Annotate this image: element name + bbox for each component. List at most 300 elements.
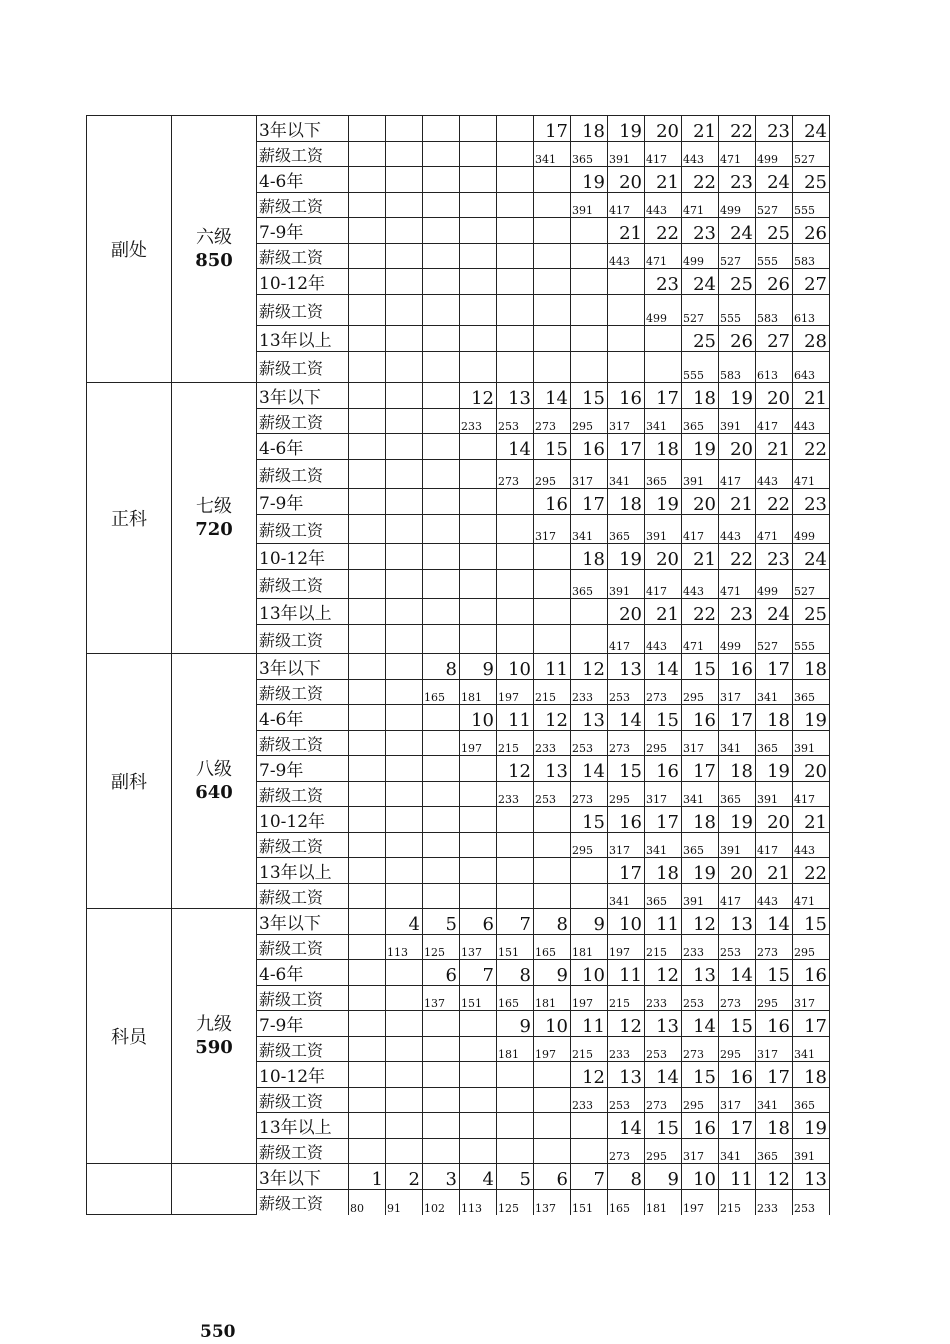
tenure-label: 10-12年 [257, 1062, 349, 1088]
grade-step-cell: 9 [534, 960, 571, 986]
grade-step-cell: 12 [756, 1164, 793, 1190]
grade-step-cell: 18 [793, 654, 830, 680]
wage-cell: 113 [386, 935, 423, 960]
wage-cell: 273 [719, 986, 756, 1011]
grade-step-cell [349, 1011, 386, 1037]
wage-cell [497, 352, 534, 383]
grade-step-cell: 15 [571, 807, 608, 833]
wage-cell: 253 [497, 409, 534, 434]
wage-cell [349, 1088, 386, 1113]
wage-cell [349, 142, 386, 167]
grade-step-cell: 13 [719, 909, 756, 935]
wage-cell: 102 [423, 1190, 460, 1215]
wage-cell: 471 [682, 625, 719, 654]
wage-cell: 233 [534, 731, 571, 756]
grade-step-cell: 10 [682, 1164, 719, 1190]
wage-cell [423, 570, 460, 599]
grade-step-cell: 22 [793, 858, 830, 884]
grade-step-cell [349, 383, 386, 409]
grade-step-cell: 14 [608, 705, 645, 731]
grade-step-cell: 19 [719, 383, 756, 409]
wage-cell: 317 [756, 1037, 793, 1062]
wage-cell: 391 [793, 731, 830, 756]
wage-cell: 273 [571, 782, 608, 807]
grade-step-cell: 22 [682, 167, 719, 193]
wage-cell: 317 [534, 515, 571, 544]
grade-step-cell [349, 756, 386, 782]
grade-step-cell [386, 434, 423, 460]
grade-step-cell: 24 [793, 116, 830, 142]
wage-cell: 165 [608, 1190, 645, 1215]
grade-step-cell: 11 [608, 960, 645, 986]
wage-cell: 365 [608, 515, 645, 544]
grade-step-cell: 18 [571, 116, 608, 142]
grade-step-cell: 16 [793, 960, 830, 986]
wage-cell: 253 [534, 782, 571, 807]
wage-cell: 253 [645, 1037, 682, 1062]
wage-cell: 365 [793, 1088, 830, 1113]
wage-cell [460, 244, 497, 269]
grade-step-cell [423, 167, 460, 193]
wage-cell: 555 [793, 193, 830, 218]
grade-step-cell: 23 [793, 489, 830, 515]
wage-cell: 417 [608, 193, 645, 218]
salary-label: 薪级工资 [257, 1190, 349, 1215]
wage-cell: 91 [386, 1190, 423, 1215]
grade-step-cell: 14 [534, 383, 571, 409]
grade-step-cell: 17 [645, 807, 682, 833]
wage-cell: 443 [682, 142, 719, 167]
wage-cell: 527 [682, 295, 719, 326]
grade-step-cell: 18 [645, 434, 682, 460]
grade-step-cell: 7 [497, 909, 534, 935]
salary-sheet [86, 115, 827, 1215]
wage-cell: 273 [645, 1088, 682, 1113]
wage-cell [386, 142, 423, 167]
wage-cell [386, 515, 423, 544]
grade-step-cell: 12 [571, 1062, 608, 1088]
wage-cell [386, 409, 423, 434]
grade-step-cell: 17 [756, 654, 793, 680]
wage-cell: 233 [756, 1190, 793, 1215]
wage-cell: 233 [460, 409, 497, 434]
wage-cell [460, 625, 497, 654]
grade-step-cell [423, 326, 460, 352]
grade-step-cell: 22 [682, 599, 719, 625]
rank-cell: 科员 [87, 909, 172, 1164]
wage-cell: 499 [719, 193, 756, 218]
wage-cell: 317 [793, 986, 830, 1011]
wage-cell [534, 884, 571, 909]
salary-table [86, 115, 830, 1215]
grade-step-cell: 11 [571, 1011, 608, 1037]
tenure-label: 4-6年 [257, 434, 349, 460]
grade-step-cell: 14 [682, 1011, 719, 1037]
grade-step-cell [497, 489, 534, 515]
level-base-salary: 720 [195, 519, 233, 540]
grade-step-cell: 26 [756, 269, 793, 295]
grade-step-cell: 9 [497, 1011, 534, 1037]
grade-step-cell: 18 [719, 756, 756, 782]
wage-cell: 233 [571, 1088, 608, 1113]
wage-cell [349, 460, 386, 489]
grade-step-cell [386, 705, 423, 731]
grade-step-cell: 10 [534, 1011, 571, 1037]
grade-step-cell [460, 489, 497, 515]
wage-cell: 417 [645, 570, 682, 599]
salary-label: 薪级工资 [257, 244, 349, 269]
wage-cell [497, 625, 534, 654]
grade-step-cell: 6 [534, 1164, 571, 1190]
wage-cell [497, 884, 534, 909]
tenure-label: 7-9年 [257, 756, 349, 782]
wage-cell [386, 352, 423, 383]
wage-cell [423, 142, 460, 167]
tenure-label: 3年以下 [257, 116, 349, 142]
grade-step-cell [349, 1062, 386, 1088]
grade-step-cell: 15 [756, 960, 793, 986]
level-base-salary: 850 [195, 250, 233, 271]
wage-cell [386, 782, 423, 807]
salary-label: 薪级工资 [257, 295, 349, 326]
grade-step-cell: 20 [756, 383, 793, 409]
grade-step-cell: 14 [756, 909, 793, 935]
grade-step-cell [460, 807, 497, 833]
level-base-salary: 640 [195, 782, 233, 803]
wage-cell [349, 409, 386, 434]
wage-cell [534, 625, 571, 654]
wage-cell: 391 [608, 142, 645, 167]
grade-step-cell [497, 1062, 534, 1088]
wage-cell: 341 [682, 782, 719, 807]
wage-cell [497, 295, 534, 326]
wage-cell [349, 986, 386, 1011]
wage-cell: 341 [608, 460, 645, 489]
grade-step-cell [386, 1113, 423, 1139]
wage-cell: 365 [645, 884, 682, 909]
grade-step-cell: 20 [608, 167, 645, 193]
wage-cell: 125 [423, 935, 460, 960]
grade-step-cell [460, 858, 497, 884]
grade-step-cell: 13 [608, 1062, 645, 1088]
wage-cell [534, 1088, 571, 1113]
grade-step-cell: 22 [719, 116, 756, 142]
grade-step-cell [386, 960, 423, 986]
grade-step-cell [460, 167, 497, 193]
wage-cell [460, 833, 497, 858]
grade-step-cell: 19 [608, 116, 645, 142]
grade-step-cell: 23 [719, 167, 756, 193]
grade-step-cell [423, 116, 460, 142]
wage-cell: 391 [682, 460, 719, 489]
grade-step-cell [349, 326, 386, 352]
grade-step-cell: 15 [682, 654, 719, 680]
wage-cell: 527 [793, 570, 830, 599]
wage-cell: 365 [793, 680, 830, 705]
grade-step-cell: 12 [645, 960, 682, 986]
step-row [87, 1164, 830, 1190]
grade-step-cell: 23 [719, 599, 756, 625]
grade-step-cell: 22 [793, 434, 830, 460]
wage-cell: 443 [719, 515, 756, 544]
grade-step-cell [349, 1113, 386, 1139]
grade-step-cell: 16 [719, 654, 756, 680]
grade-step-cell: 4 [386, 909, 423, 935]
wage-cell [534, 833, 571, 858]
grade-step-cell: 16 [534, 489, 571, 515]
grade-step-cell: 5 [497, 1164, 534, 1190]
grade-step-cell [497, 858, 534, 884]
wage-cell: 233 [645, 986, 682, 1011]
grade-step-cell [386, 489, 423, 515]
grade-step-cell [608, 269, 645, 295]
grade-step-cell: 25 [719, 269, 756, 295]
grade-step-cell [534, 1113, 571, 1139]
grade-step-cell: 4 [460, 1164, 497, 1190]
grade-step-cell [423, 858, 460, 884]
grade-step-cell [386, 1062, 423, 1088]
grade-step-cell [349, 858, 386, 884]
wage-cell: 391 [719, 409, 756, 434]
grade-step-cell: 14 [645, 1062, 682, 1088]
grade-step-cell [534, 807, 571, 833]
wage-cell [645, 352, 682, 383]
grade-step-cell: 20 [756, 807, 793, 833]
grade-step-cell: 17 [719, 1113, 756, 1139]
grade-step-cell: 25 [756, 218, 793, 244]
salary-label: 薪级工资 [257, 731, 349, 756]
salary-label: 薪级工资 [257, 142, 349, 167]
wage-cell [534, 295, 571, 326]
wage-cell: 365 [756, 731, 793, 756]
grade-step-cell [571, 326, 608, 352]
grade-step-cell: 11 [719, 1164, 756, 1190]
wage-cell [571, 352, 608, 383]
wage-cell: 253 [719, 935, 756, 960]
grade-step-cell: 14 [497, 434, 534, 460]
grade-step-cell [497, 167, 534, 193]
grade-step-cell: 16 [682, 1113, 719, 1139]
grade-step-cell [349, 654, 386, 680]
tenure-label: 4-6年 [257, 705, 349, 731]
wage-cell: 443 [756, 884, 793, 909]
wage-cell [571, 884, 608, 909]
grade-step-cell: 18 [756, 1113, 793, 1139]
wage-cell: 417 [719, 460, 756, 489]
wage-cell: 443 [645, 193, 682, 218]
wage-cell [349, 244, 386, 269]
tenure-label: 4-6年 [257, 167, 349, 193]
tenure-label: 3年以下 [257, 654, 349, 680]
salary-label: 薪级工资 [257, 409, 349, 434]
grade-step-cell [349, 960, 386, 986]
wage-cell: 295 [534, 460, 571, 489]
grade-step-cell [460, 544, 497, 570]
wage-cell: 471 [793, 460, 830, 489]
rank-cell: 副处 [87, 116, 172, 383]
wage-cell: 499 [682, 244, 719, 269]
grade-step-cell [386, 167, 423, 193]
wage-cell: 181 [497, 1037, 534, 1062]
grade-step-cell: 22 [756, 489, 793, 515]
wage-cell [423, 295, 460, 326]
grade-step-cell: 16 [719, 1062, 756, 1088]
wage-cell: 471 [719, 570, 756, 599]
grade-step-cell: 8 [534, 909, 571, 935]
wage-cell: 555 [793, 625, 830, 654]
grade-step-cell: 15 [571, 383, 608, 409]
grade-step-cell: 11 [534, 654, 571, 680]
wage-cell: 499 [756, 570, 793, 599]
grade-step-cell: 12 [534, 705, 571, 731]
grade-step-cell: 9 [460, 654, 497, 680]
tenure-label: 10-12年 [257, 269, 349, 295]
wage-cell [460, 1037, 497, 1062]
salary-label: 薪级工资 [257, 625, 349, 654]
wage-cell: 443 [645, 625, 682, 654]
grade-step-cell [497, 116, 534, 142]
grade-step-cell [386, 116, 423, 142]
grade-step-cell [460, 116, 497, 142]
wage-cell: 341 [571, 515, 608, 544]
grade-step-cell: 21 [793, 807, 830, 833]
wage-cell: 233 [682, 935, 719, 960]
wage-cell: 253 [571, 731, 608, 756]
wage-cell [386, 460, 423, 489]
salary-label: 薪级工资 [257, 1037, 349, 1062]
grade-step-cell: 23 [645, 269, 682, 295]
wage-cell: 417 [756, 409, 793, 434]
grade-step-cell: 20 [719, 858, 756, 884]
grade-step-cell [534, 599, 571, 625]
wage-cell: 443 [682, 570, 719, 599]
wage-cell [423, 884, 460, 909]
wage-cell: 365 [682, 833, 719, 858]
wage-cell [534, 570, 571, 599]
wage-cell: 391 [719, 833, 756, 858]
grade-step-cell: 16 [756, 1011, 793, 1037]
wage-cell: 391 [608, 570, 645, 599]
wage-cell: 317 [719, 680, 756, 705]
grade-step-cell: 13 [608, 654, 645, 680]
wage-cell [534, 352, 571, 383]
grade-step-cell: 8 [497, 960, 534, 986]
grade-step-cell: 21 [756, 858, 793, 884]
grade-step-cell [571, 218, 608, 244]
wage-cell [349, 570, 386, 599]
grade-step-cell: 13 [793, 1164, 830, 1190]
wage-cell [349, 1037, 386, 1062]
grade-step-cell: 19 [682, 434, 719, 460]
grade-step-cell [497, 544, 534, 570]
wage-cell: 527 [756, 625, 793, 654]
wage-cell: 295 [645, 731, 682, 756]
wage-cell [534, 193, 571, 218]
wage-cell [386, 1088, 423, 1113]
grade-step-cell: 16 [682, 705, 719, 731]
wage-cell: 583 [756, 295, 793, 326]
grade-step-cell: 20 [793, 756, 830, 782]
wage-cell: 137 [460, 935, 497, 960]
grade-step-cell: 10 [497, 654, 534, 680]
wage-cell: 181 [571, 935, 608, 960]
wage-cell: 417 [756, 833, 793, 858]
grade-step-cell: 10 [608, 909, 645, 935]
grade-step-cell: 15 [719, 1011, 756, 1037]
grade-step-cell [571, 599, 608, 625]
grade-step-cell [534, 544, 571, 570]
level-cell [172, 654, 257, 909]
salary-label: 薪级工资 [257, 986, 349, 1011]
grade-step-cell: 16 [608, 807, 645, 833]
grade-step-cell: 25 [682, 326, 719, 352]
grade-step-cell [534, 858, 571, 884]
wage-cell [460, 1088, 497, 1113]
grade-step-cell: 11 [645, 909, 682, 935]
wage-cell [534, 244, 571, 269]
wage-cell: 317 [645, 782, 682, 807]
wage-cell [349, 193, 386, 218]
wage-cell [497, 1088, 534, 1113]
step-row [87, 116, 830, 142]
grade-step-cell [534, 167, 571, 193]
wage-cell: 295 [682, 1088, 719, 1113]
wage-cell: 165 [497, 986, 534, 1011]
wage-cell: 273 [756, 935, 793, 960]
wage-cell [423, 409, 460, 434]
wage-cell [497, 833, 534, 858]
wage-cell: 365 [719, 782, 756, 807]
wage-cell [497, 515, 534, 544]
grade-step-cell [423, 489, 460, 515]
wage-cell [349, 833, 386, 858]
tenure-label: 13年以上 [257, 858, 349, 884]
wage-cell: 80 [349, 1190, 386, 1215]
grade-step-cell: 9 [645, 1164, 682, 1190]
wage-cell [423, 460, 460, 489]
grade-step-cell: 20 [645, 544, 682, 570]
tenure-label: 3年以下 [257, 1164, 349, 1190]
wage-cell [571, 625, 608, 654]
grade-step-cell: 19 [645, 489, 682, 515]
wage-cell: 443 [608, 244, 645, 269]
wage-cell: 165 [423, 680, 460, 705]
grade-step-cell [423, 599, 460, 625]
grade-step-cell: 13 [534, 756, 571, 782]
wage-cell: 443 [793, 833, 830, 858]
wage-cell: 113 [460, 1190, 497, 1215]
wage-cell [386, 1037, 423, 1062]
grade-step-cell [423, 705, 460, 731]
wage-cell [386, 986, 423, 1011]
wage-cell [571, 244, 608, 269]
wage-cell: 215 [497, 731, 534, 756]
grade-step-cell: 18 [756, 705, 793, 731]
wage-cell: 417 [719, 884, 756, 909]
wage-cell: 365 [756, 1139, 793, 1164]
wage-cell: 443 [793, 409, 830, 434]
wage-cell: 137 [423, 986, 460, 1011]
wage-cell: 555 [719, 295, 756, 326]
wage-cell: 391 [571, 193, 608, 218]
salary-label: 薪级工资 [257, 460, 349, 489]
grade-step-cell: 18 [682, 807, 719, 833]
wage-cell: 233 [497, 782, 534, 807]
wage-cell: 341 [645, 833, 682, 858]
level-cell [172, 383, 257, 654]
wage-cell: 273 [682, 1037, 719, 1062]
wage-cell [423, 1037, 460, 1062]
